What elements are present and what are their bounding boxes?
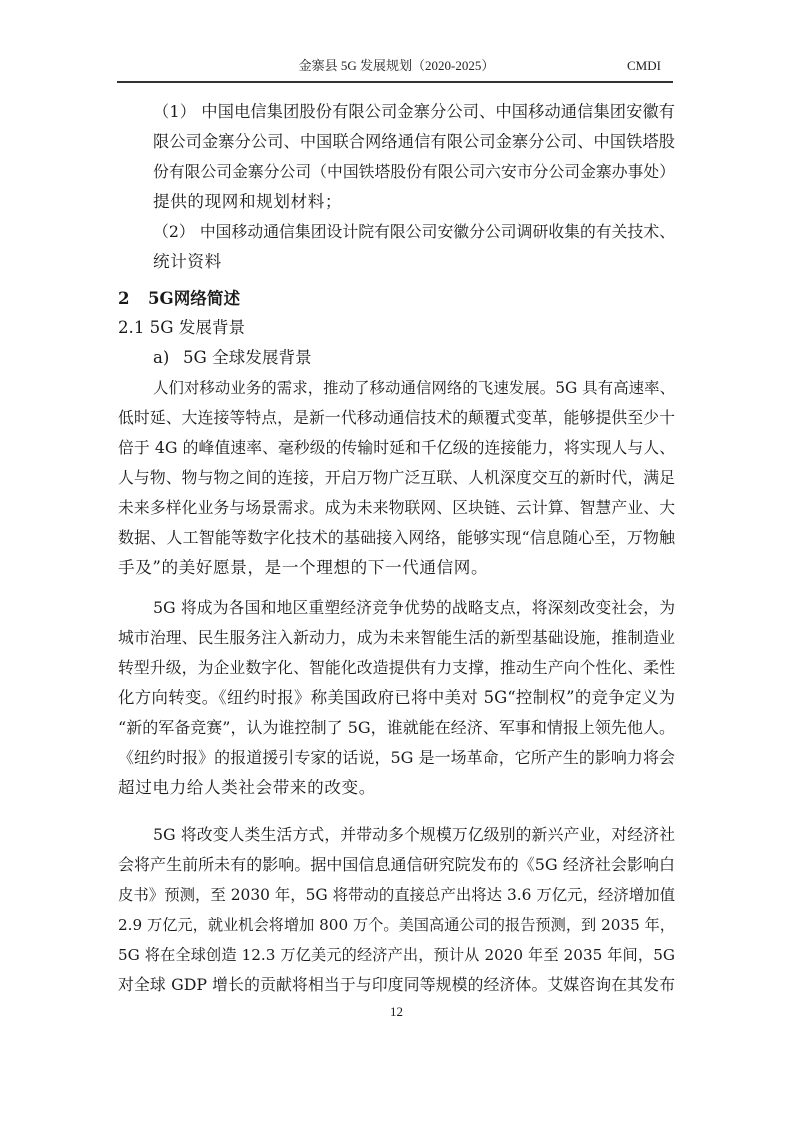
list-item-line: 提供的现网和规划材料； bbox=[153, 192, 343, 211]
paragraph-line: 手及”的美好愿景，是一个理想的下一代通信网。 bbox=[118, 558, 489, 577]
paragraph-line: 人与物、物与物之间的连接，开启万物广泛互联、人机深度交互的新时代，满足 bbox=[118, 468, 675, 487]
subsection-title: 5G 发展背景 bbox=[149, 318, 246, 337]
paragraph-line: 数据、人工智能等数字化技术的基础接入网络，能够实现“信息随心至，万物触 bbox=[118, 528, 675, 547]
list-item-line: 限公司金寨分公司、中国联合网络通信有限公司金寨分公司、中国铁塔股 bbox=[153, 132, 675, 151]
paragraph-line: 倍于 4G 的峰值速率、毫秒级的传输时延和千亿级的连接能力，将实现人与人、 bbox=[118, 438, 675, 457]
paragraph-line: 化方向转变。《纽约时报》称美国政府已将中美对 5G“控制权”的竞争定义为 bbox=[118, 688, 675, 707]
section-title: 5G网络简述 bbox=[148, 288, 241, 308]
subsection-heading bbox=[118, 317, 245, 339]
paragraph-line: 人们对移动业务的需求，推动了移动通信网络的飞速发展。5G 具有高速率、 bbox=[153, 379, 675, 397]
paragraph-line: 皮书》预测，至 2030 年，5G 将带动的直接总产出将达 3.6 万亿元，经济增加值 bbox=[118, 886, 675, 904]
list-item-line: （2） 中国移动通信集团设计院有限公司安徽分公司调研收集的有关技术、 bbox=[153, 222, 675, 241]
list-item-line: 统计资料 bbox=[153, 252, 222, 271]
subsubsection-number: a) bbox=[153, 348, 170, 367]
subsubsection-heading bbox=[153, 347, 312, 369]
paragraph-line: 5G 将成为各国和地区重塑经济竞争优势的战略支点，将深刻改变社会，为 bbox=[153, 598, 675, 617]
section-heading bbox=[118, 287, 240, 309]
paragraph-line: 对全球 GDP 增长的贡献将相当于与印度同等规模的经济体。艾媒咨询在其发布 bbox=[118, 975, 675, 994]
paragraph-line: 2.9 万亿元，就业机会将增加 800 万个。美国高通公司的报告预测，到 2035 年， bbox=[118, 916, 675, 934]
paragraph-line: 低时延、大连接等特点，是新一代移动通信技术的颠覆式变革，能够提供至少十 bbox=[118, 408, 675, 427]
paragraph-line: 未来多样化业务与场景需求。成为未来物联网、区块链、云计算、智慧产业、大 bbox=[118, 498, 675, 517]
header-rule bbox=[117, 81, 673, 83]
paragraph-line: 超过电力给人类社会带来的改变。 bbox=[118, 778, 376, 797]
paragraph-line: 城市治理、民生服务注入新动力，成为未来智能生活的新型基础设施，推制造业 bbox=[118, 628, 675, 647]
list-item-line: （1） 中国电信集团股份有限公司金寨分公司、中国移动通信集团安徽有 bbox=[153, 102, 675, 121]
section-number: 2 bbox=[118, 288, 130, 308]
paragraph-line: 转型升级，为企业数字化、智能化改造提供有力支撑，推动生产向个性化、柔性 bbox=[118, 658, 675, 677]
paragraph-line: 5G 将改变人类生活方式，并带动多个规模万亿级别的新兴产业，对经济社 bbox=[153, 825, 675, 844]
subsection-number: 2.1 bbox=[118, 318, 145, 337]
paragraph-line: 会将产生前所未有的影响。据中国信息通信研究院发布的《5G 经济社会影响白 bbox=[118, 855, 675, 874]
paragraph-line: 5G 将在全球创造 12.3 万亿美元的经济产出，预计从 2020 年至 2035 年间，5G bbox=[118, 946, 675, 964]
header-org: CMDI bbox=[627, 58, 661, 73]
list-item-line: 份有限公司金寨分公司（中国铁塔股份有限公司六安市分公司金寨办事处） bbox=[153, 162, 675, 181]
page-number: 12 bbox=[390, 1004, 403, 1019]
paragraph-line: “新的军备竞赛”，认为谁控制了 5G，谁就能在经济、军事和情报上领先他人。 bbox=[118, 718, 675, 737]
paragraph-line: 《纽约时报》的报道援引专家的话说，5G 是一场革命，它所产生的影响力将会 bbox=[118, 748, 675, 767]
subsubsection-title: 5G 全球发展背景 bbox=[183, 348, 312, 367]
header-title: 金寨县 5G 发展规划（2020-2025） bbox=[298, 58, 495, 73]
